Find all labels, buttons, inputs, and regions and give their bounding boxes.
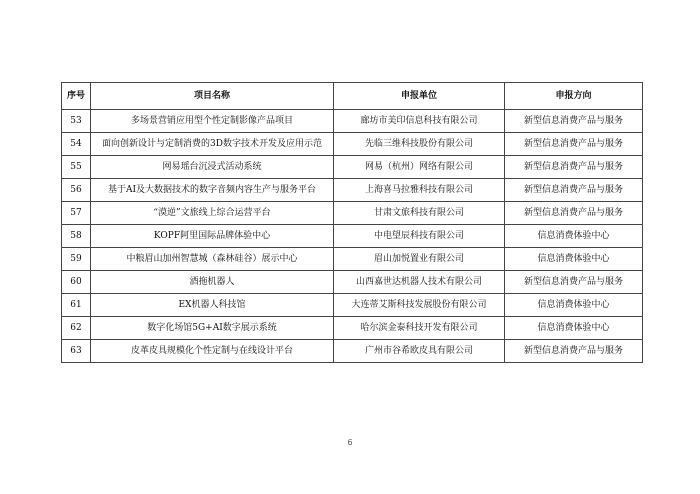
cell-direction: 信息消费体验中心 [505, 248, 643, 271]
table-header-row [62, 83, 643, 110]
table-row [62, 225, 643, 248]
table-row [62, 317, 643, 340]
header-project-name: 项目名称 [91, 83, 334, 110]
cell-applicant: 眉山加悦置业有限公司 [334, 248, 505, 271]
cell-applicant: 先临三维科技股份有限公司 [334, 133, 505, 156]
cell-direction: 新型信息消费产品与服务 [505, 156, 643, 179]
page-number: 6 [347, 438, 353, 447]
table-row [62, 340, 643, 363]
cell-serial: 56 [62, 179, 91, 202]
cell-direction: 新型信息消费产品与服务 [505, 271, 643, 294]
cell-applicant: 网易（杭州）网络有限公司 [334, 156, 505, 179]
cell-direction: 信息消费体验中心 [505, 317, 643, 340]
cell-project-name: 面向创新设计与定制消费的3D数字技术开发及应用示范 [91, 133, 334, 156]
table-row [62, 156, 643, 179]
cell-project-name: EX机器人科技馆 [91, 294, 334, 317]
cell-project-name: 基于AI及大数据技术的数字音频内容生产与服务平台 [91, 179, 334, 202]
cell-serial: 53 [62, 110, 91, 133]
table-row [62, 202, 643, 225]
cell-direction: 新型信息消费产品与服务 [505, 340, 643, 363]
cell-serial: 61 [62, 294, 91, 317]
cell-project-name: 多场景营销应用型个性定制影像产品项目 [91, 110, 334, 133]
cell-applicant: 廊坊市美印信息科技有限公司 [334, 110, 505, 133]
cell-project-name: 网易瑶台沉浸式活动系统 [91, 156, 334, 179]
cell-serial: 57 [62, 202, 91, 225]
cell-serial: 55 [62, 156, 91, 179]
cell-direction: 新型信息消费产品与服务 [505, 179, 643, 202]
cell-direction: 信息消费体验中心 [505, 225, 643, 248]
cell-direction: 新型信息消费产品与服务 [505, 110, 643, 133]
cell-applicant: 大连蒂艾斯科技发展股份有限公司 [334, 294, 505, 317]
header-serial: 序号 [62, 83, 91, 110]
cell-applicant: 上海喜马拉雅科技有限公司 [334, 179, 505, 202]
table-row [62, 248, 643, 271]
cell-serial: 58 [62, 225, 91, 248]
cell-serial: 63 [62, 340, 91, 363]
cell-applicant: 中电望辰科技有限公司 [334, 225, 505, 248]
cell-project-name: KOPF阿里国际品牌体验中心 [91, 225, 334, 248]
cell-direction: 信息消费体验中心 [505, 294, 643, 317]
cell-applicant: 哈尔滨金泰科技开发有限公司 [334, 317, 505, 340]
cell-serial: 62 [62, 317, 91, 340]
header-applicant: 申报单位 [334, 83, 505, 110]
cell-project-name: “漠逆”文旅线上综合运营平台 [91, 202, 334, 225]
cell-serial: 54 [62, 133, 91, 156]
cell-project-name: 中粮眉山加州智慧城（森林硅谷）展示中心 [91, 248, 334, 271]
cell-project-name: 数字化场馆5G+AI数字展示系统 [91, 317, 334, 340]
cell-direction: 新型信息消费产品与服务 [505, 133, 643, 156]
table-row [62, 179, 643, 202]
cell-applicant: 山西嘉世达机器人技术有限公司 [334, 271, 505, 294]
header-direction: 申报方向 [505, 83, 643, 110]
cell-applicant: 广州市谷希欧皮具有限公司 [334, 340, 505, 363]
table-row [62, 271, 643, 294]
cell-project-name: 酒拖机器人 [91, 271, 334, 294]
table-row [62, 133, 643, 156]
table-row [62, 110, 643, 133]
cell-serial: 60 [62, 271, 91, 294]
table-row [62, 294, 643, 317]
cell-serial: 59 [62, 248, 91, 271]
cell-applicant: 甘肃文旅科技有限公司 [334, 202, 505, 225]
declaration-table [61, 82, 643, 363]
cell-project-name: 皮革皮具规模化个性定制与在线设计平台 [91, 340, 334, 363]
cell-direction: 新型信息消费产品与服务 [505, 202, 643, 225]
